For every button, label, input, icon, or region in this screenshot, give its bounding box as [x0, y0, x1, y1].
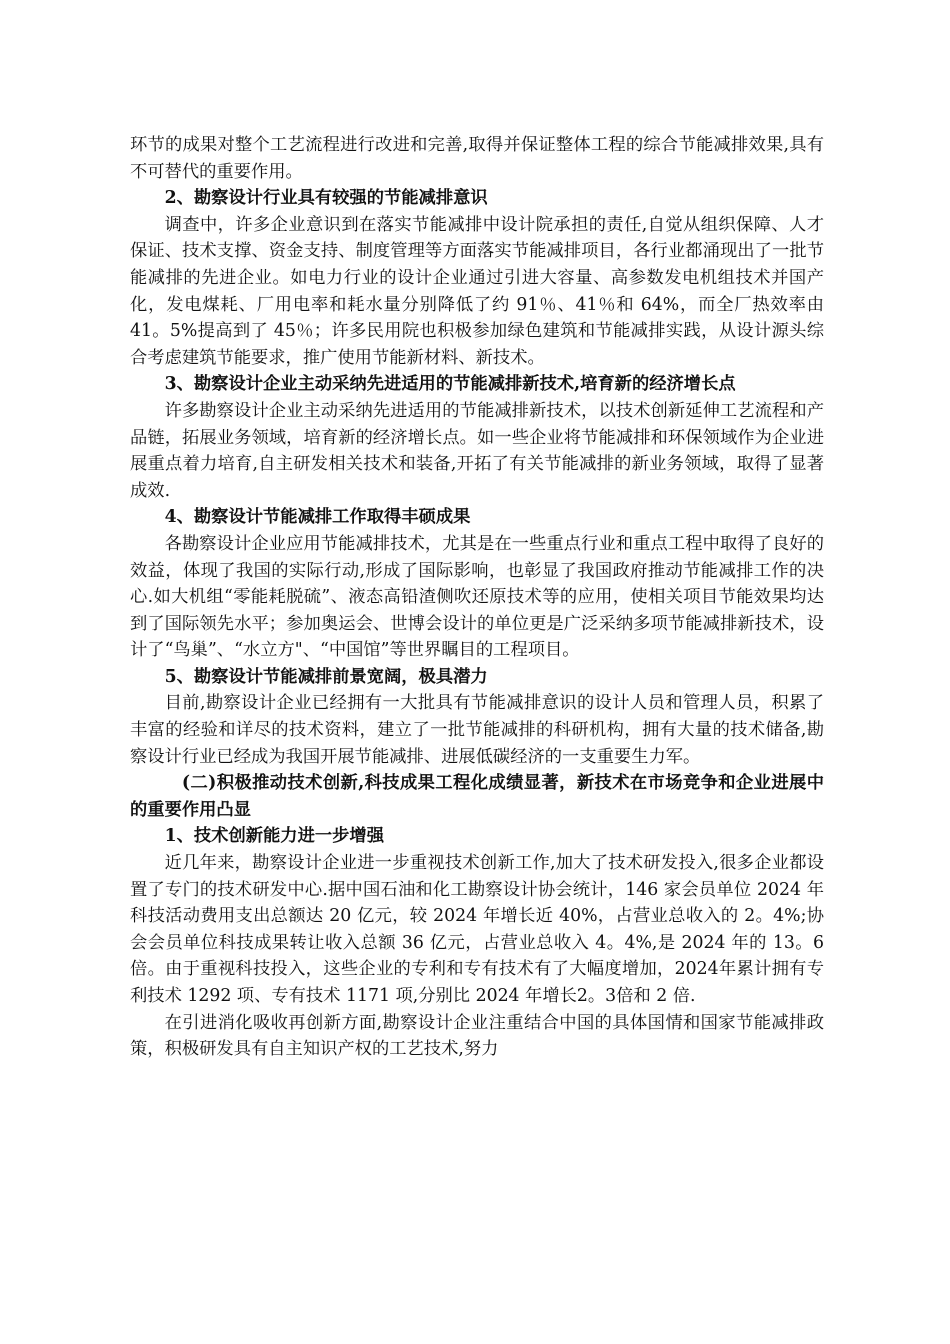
document-page [130, 132, 824, 1063]
heading-subsection-1: 1、技术创新能力进一步增强 [164, 826, 384, 847]
paragraph-intro: 环节的成果对整个工艺流程进行改进和完善,取得并保证整体工程的综合节能减排效果,具有不可替代的重要作用。 [130, 135, 824, 182]
heading-part-2: (二)积极推动技术创新,科技成果工程化成绩显著，新技术在市场竞争和企业进展中的重要作用凸显 [130, 773, 824, 820]
paragraph-innovation: 在引进消化吸收再创新方面,勘察设计企业注重结合中国的具体国情和国家节能减排政策，积极研发具有自主知识产权的工艺技术,努力 [130, 1012, 824, 1060]
paragraph-section-2: 调查中，许多企业意识到在落实节能减排中设计院承担的责任,自觉从组织保障、人才保证、技术支撑、资金支持、制度管理等方面落实节能减排项目，各行业都涌现出了一批节能减排的先进企业。如电力行业的设计企业通过引进大容量、高参数发电机组技术并国产化，发电煤耗、厂用电率和耗水量分别降低了约 91％、41％和 64%，而全厂热效率由 41。5%提高到了 45％；许多民用院也积极参加绿色建筑和节能减排实践，从设计源头综合考虑建筑节能要求，推广使用节能新材料、新技术。 [130, 214, 824, 368]
heading-section-4: 4、勘察设计节能减排工作取得丰硕成果 [164, 507, 471, 528]
paragraph-section-4: 各勘察设计企业应用节能减排技术，尤其是在一些重点行业和重点工程中取得了良好的效益，体现了我国的实际行动,形成了国际影响，也彰显了我国政府推动节能减排工作的决心.如大机组“零能耗脱硫”、液态高铅渣侧吹还原技术等的应用，使相关项目节能效果均达到了国际领先水平；参加奥运会、世博会设计的单位更是广泛采纳多项节能减排新技术，设计了“鸟巢”、“水立方"、“中国馆”等世界瞩目的工程项目。 [130, 533, 824, 661]
heading-section-5: 5、勘察设计节能减排前景宽阔，极具潜力 [164, 666, 488, 687]
heading-section-2: 2、勘察设计行业具有较强的节能减排意识 [164, 188, 488, 209]
heading-section-3: 3、勘察设计企业主动采纳先进适用的节能减排新技术,培育新的经济增长点 [164, 374, 736, 395]
paragraph-section-3: 许多勘察设计企业主动采纳先进适用的节能减排新技术，以技术创新延伸工艺流程和产品链，拓展业务领域，培育新的经济增长点。如一些企业将节能减排和环保领域作为企业进展重点着力培育,自主研发相关技术和装备,开拓了有关节能减排的新业务领域，取得了显著成效. [130, 400, 824, 501]
paragraph-subsection-1: 近几年来，勘察设计企业进一步重视技术创新工作,加大了技术研发投入,很多企业都设置了专门的技术研发中心.据中国石油和化工勘察设计协会统计，146 家会员单位 2024 年科技活动费用支出总额达 20 亿元，较 2024 年增长近 40%，占营业总收入的 2。4%;协会会员单位科技成果转让收入总额 36 亿元，占营业总收入 4。4%,是 2024 年的 13。6 倍。由于重视科技投入，这些企业的专利和专有技术有了大幅度增加，2024年累计拥有专利技术 1292 项、专有技术 1171 项,分别比 2024 年增长2。3倍和 2 倍. [130, 853, 824, 1006]
paragraph-section-5: 目前,勘察设计企业已经拥有一大批具有节能减排意识的设计人员和管理人员，积累了丰富的经验和详尽的技术资料，建立了一批节能减排的科研机构，拥有大量的技术储备,勘察设计行业已经成为我国开展节能减排、进展低碳经济的一支重要生力军。 [130, 693, 824, 767]
